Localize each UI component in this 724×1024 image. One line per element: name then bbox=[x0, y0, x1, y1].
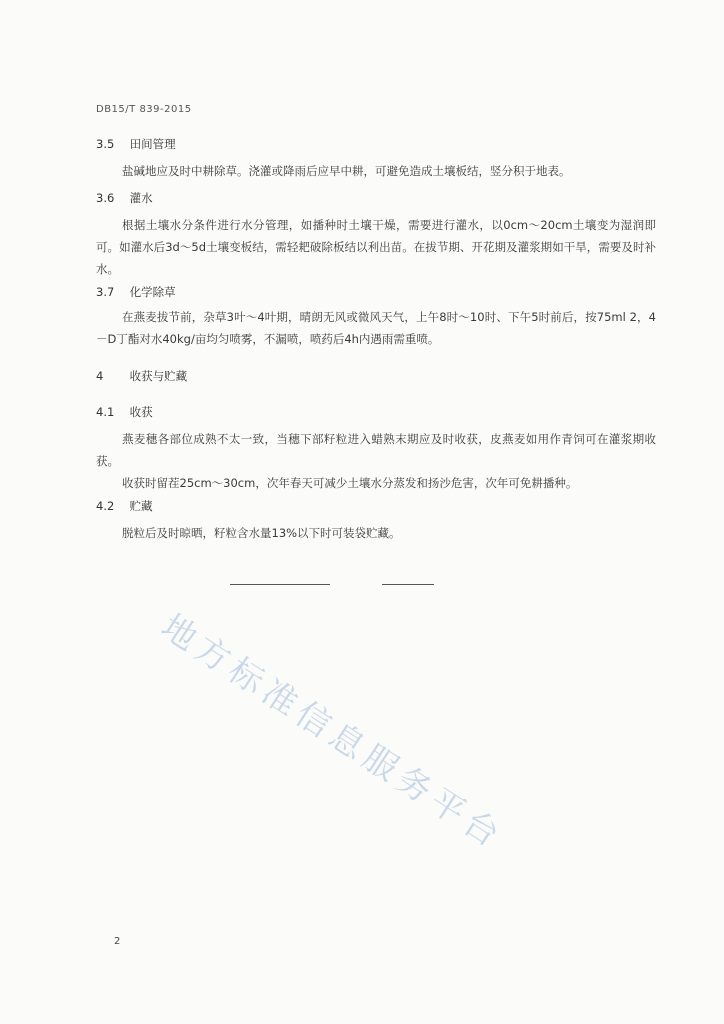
paragraph: 收获时留茬25cm～30cm，次年春天可减少土壤水分蒸发和扬沙危害，次年可免耕播种。 bbox=[122, 476, 578, 490]
section-heading-3-6 bbox=[96, 190, 153, 206]
page-number: 2 bbox=[114, 936, 121, 947]
standard-code: DB15/T 839-2015 bbox=[96, 104, 192, 115]
end-rule-left bbox=[230, 584, 330, 585]
section-heading-3-7 bbox=[96, 284, 176, 300]
section-number: 4.1 bbox=[96, 405, 115, 419]
end-rule-right bbox=[382, 584, 434, 585]
section-body-4-1 bbox=[96, 428, 656, 494]
paragraph: 脱粒后及时晾晒，籽粒含水量13%以下时可装袋贮藏。 bbox=[122, 526, 401, 540]
section-number: 4 bbox=[96, 369, 104, 383]
section-body-4-2 bbox=[96, 522, 656, 544]
section-heading-3-5 bbox=[96, 136, 176, 152]
section-number: 3.6 bbox=[96, 191, 115, 205]
section-heading-4-1 bbox=[96, 404, 153, 420]
section-body-3-6 bbox=[96, 214, 656, 280]
section-title: 化学除草 bbox=[129, 285, 176, 299]
section-title: 贮藏 bbox=[129, 499, 153, 513]
section-title: 收获 bbox=[129, 405, 153, 419]
section-number: 3.7 bbox=[96, 285, 115, 299]
paragraph: 根据土壤水分条件进行水分管理，如播种时土壤干燥，需要进行灌水，以0cm～20cm土壤变为湿润即可。如灌水后3d～5d土壤变板结，需轻耙破除板结以利出苗。在拔节期、开花期及灌浆期如干旱，需要及时补水。 bbox=[96, 218, 656, 276]
section-number: 3.5 bbox=[96, 137, 115, 151]
watermark-text: 地方标准信息服务平台 bbox=[153, 606, 512, 859]
section-title: 田间管理 bbox=[129, 137, 176, 151]
section-heading-4-2 bbox=[96, 498, 153, 514]
section-number: 4.2 bbox=[96, 499, 115, 513]
paragraph: 在燕麦拔节前，杂草3叶～4叶期，晴朗无风或微风天气，上午8时～10时、下午5时前后，按75ml 2，4－D丁酯对水40kg/亩均匀喷雾，不漏喷，喷药后4h内遇雨需重喷。 bbox=[96, 310, 656, 346]
paragraph: 燕麦穗各部位成熟不太一致，当穗下部籽粒进入蜡熟末期应及时收获，皮燕麦如用作青饲可在灌浆期收获。 bbox=[96, 432, 656, 468]
paragraph: 盐碱地应及时中耕除草。浇灌或降雨后应早中耕，可避免造成土壤板结，竖分积于地表。 bbox=[122, 164, 571, 178]
section-heading-4 bbox=[96, 368, 187, 384]
section-body-3-7 bbox=[96, 306, 656, 350]
section-title: 收获与贮藏 bbox=[129, 369, 188, 383]
section-title: 灌水 bbox=[129, 191, 153, 205]
section-body-3-5 bbox=[96, 160, 656, 182]
